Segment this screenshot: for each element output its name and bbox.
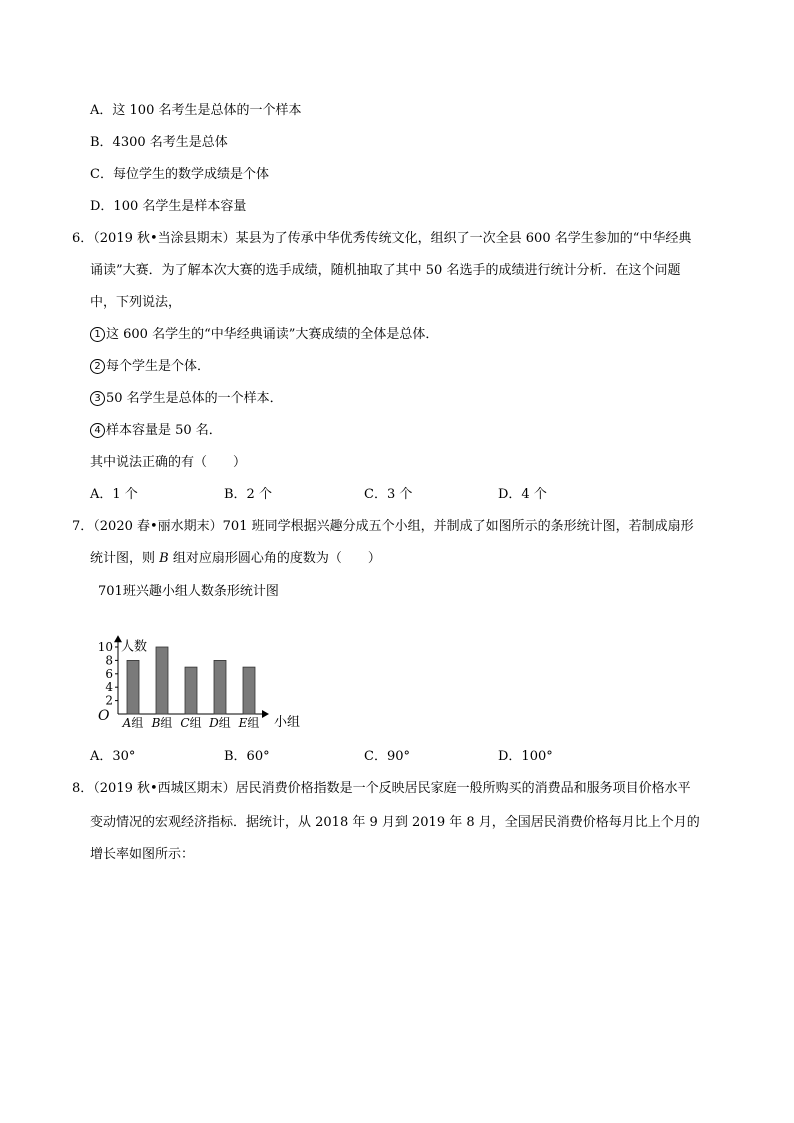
category-label-b: B组 — [151, 716, 173, 730]
q6-option-d: D．4 个 — [498, 487, 547, 502]
bar-e — [243, 667, 255, 714]
circled-number-2: 2 — [90, 359, 105, 374]
bar-c — [185, 667, 197, 714]
variable-b: B — [159, 551, 169, 566]
y-tick-label: 8 — [105, 653, 113, 668]
origin-label: O — [98, 708, 110, 724]
x-axis-label: 小组 — [274, 715, 301, 730]
q6-option-c: C．3 个 — [364, 487, 413, 502]
q6-statement-4: 4 样本容量是 50 名． — [90, 422, 222, 440]
q5-option-c: C．每位学生的数学成绩是个体 — [90, 167, 269, 182]
category-label-a: A组 — [122, 716, 144, 730]
q8-stem-line-3: 增长率如图所示： — [90, 847, 195, 862]
q7-stem-line-2: 统计图，则 B 组对应扇形圆心角的度数为（ ） — [90, 551, 381, 566]
y-tick-label: 4 — [105, 680, 113, 695]
q7-option-d: D．100° — [498, 749, 553, 764]
chart-title: 701班兴趣小组人数条形统计图 — [98, 584, 279, 599]
y-tick-label: 2 — [105, 693, 113, 708]
q5-option-a: A．这 100 名考生是总体的一个样本 — [90, 103, 302, 118]
q7-option-b: B．60° — [224, 749, 270, 764]
q6-stem-line-2: 诵读”大赛．为了解本次大赛的选手成绩，随机抽取了其中 50 名选手的成绩进行统计分析．在这个问题 — [90, 263, 681, 278]
circled-number-1: 1 — [90, 327, 105, 342]
y-axis-label: 人数 — [121, 639, 148, 655]
bar-a — [127, 660, 139, 714]
category-label-d: D组 — [209, 716, 231, 730]
q8-stem-line-1: 8．（2019 秋•西城区期末）居民消费价格指数是一个反映居民家庭一般所购买的消费品和服务项目价格水平 — [72, 781, 691, 796]
q7-option-c: C．90° — [364, 749, 410, 764]
q6-stem-line-1: 6．（2019 秋•当涂县期末）某县为了传承中华优秀传统文化，组织了一次全县 600 名学生参加的“中华经典 — [72, 231, 692, 246]
q6-option-a: A．1 个 — [90, 487, 138, 502]
q7-option-a: A．30° — [90, 749, 136, 764]
q8-stem-line-2: 变动情况的宏观经济指标．据统计，从 2018 年 9 月到 2019 年 8 月，全国居民消费价格每月比上个月的 — [90, 815, 700, 830]
category-label-e: E组 — [238, 716, 260, 730]
y-tick-label: 10 — [97, 640, 113, 654]
q5-option-d: D．100 名学生是样本容量 — [90, 199, 247, 214]
bar-d — [214, 660, 226, 714]
circled-number-4: 4 — [90, 423, 105, 438]
y-tick-label: 6 — [105, 666, 113, 681]
category-label-c: C组 — [180, 716, 202, 730]
q6-stem-line-3: 中，下列说法， — [90, 295, 182, 310]
q6-option-b: B．2 个 — [224, 487, 272, 502]
q5-option-b: B．4300 名考生是总体 — [90, 135, 228, 150]
bar-b — [156, 647, 168, 714]
q6-question: 其中说法正确的有（ ） — [90, 455, 247, 470]
q6-statement-1: 1 这 600 名学生的“中华经典诵读”大赛成绩的全体是总体． — [90, 326, 438, 344]
q6-statement-2: 2 每个学生是个体． — [90, 358, 210, 376]
q6-statement-3: 3 50 名学生是总体的一个样本． — [90, 390, 283, 408]
q7-stem-line-1: 7．（2020 春•丽水期末）701 班同学根据兴趣分成五个小组，并制成了如图所示的条形统计图，若制成扇形 — [72, 519, 694, 534]
bar-chart — [88, 600, 318, 732]
circled-number-3: 3 — [90, 391, 105, 406]
